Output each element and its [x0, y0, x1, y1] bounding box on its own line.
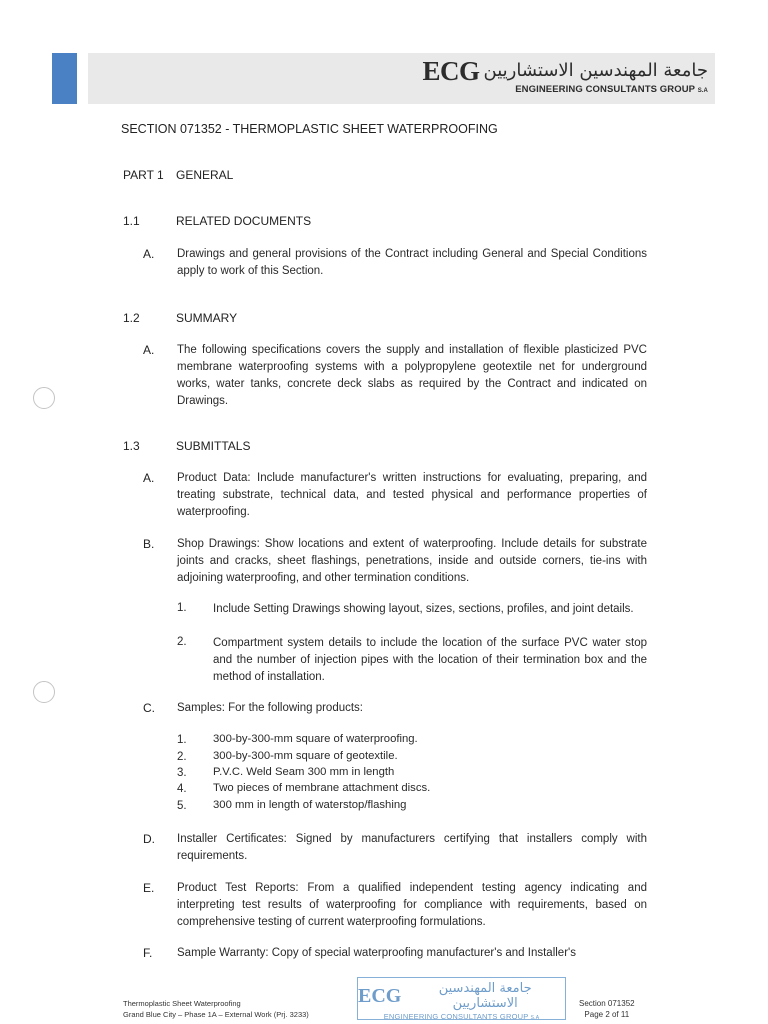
paragraph-text: Drawings and general provisions of the Contract including General and Special Conditions apply to work of this Section. [177, 248, 647, 277]
item-number: 2. [177, 636, 187, 648]
logo-sa: S.A [697, 88, 708, 94]
paragraph-letter: B. [143, 537, 155, 551]
item-text: Compartment system details to include the location of the surface PVC water stop and the number of injection pipes with the location of their termination box and the method of installation. [213, 637, 647, 683]
footer-document-info [123, 998, 309, 1020]
paragraph-text: Product Test Reports: From a qualified independent testing agency indicating and interpreting test results of waterproofing for compliance with requirements, based on comprehensive testing of current waterproofing formulations. [177, 882, 647, 928]
item-text: P.V.C. Weld Seam 300 mm in length [213, 766, 395, 778]
paragraph-letter: A. [143, 471, 155, 485]
paragraph-letter: F. [143, 946, 153, 960]
article-title: SUBMITTALS [176, 439, 251, 453]
item-text: Two pieces of membrane attachment discs. [213, 782, 431, 794]
paragraph-letter: C. [143, 701, 155, 715]
logo-arabic-name: جامعة المهندسين الاستشاريين [483, 60, 708, 81]
paragraph-letter: D. [143, 832, 155, 846]
item-number: 3. [177, 767, 187, 779]
paragraph-text: Installer Certificates: Signed by manufacturers certifying that installers comply with requirements. [177, 833, 647, 862]
footer-project-name: Grand Blue City – Phase 1A – External Work (Prj. 3233) [123, 1010, 309, 1019]
paragraph-text: Sample Warranty: Copy of special waterproofing manufacturer's and Installer's [177, 947, 576, 959]
binder-hole [33, 681, 55, 703]
item-number: 5. [177, 800, 187, 812]
paragraph-text: Samples: For the following products: [177, 702, 364, 714]
paragraph-letter: A. [143, 343, 155, 357]
item-number: 2. [177, 751, 187, 763]
item-text: 300-by-300-mm square of waterproofing. [213, 733, 418, 745]
logo-acronym: ECG [422, 56, 480, 86]
article-number: 1.3 [123, 439, 140, 453]
article-title: SUMMARY [176, 311, 238, 325]
binder-hole [33, 387, 55, 409]
part-name: GENERAL [176, 168, 234, 182]
stamp-sa: S.A [530, 1015, 540, 1021]
footer-page-number: Page 2 of 11 [584, 1010, 630, 1019]
paragraph-letter: E. [143, 881, 155, 895]
logo-company-name: ENGINEERING CONSULTANTS GROUP [515, 84, 695, 95]
item-number: 1. [177, 602, 187, 614]
paragraph-text: The following specifications covers the supply and installation of flexible plasticized PVC membrane waterproofing systems with a polypropylene geotextile net for underground works, water tanks, concrete deck slabs as required by the Contract and indicated on Drawings. [177, 344, 647, 407]
paragraph-text: Product Data: Include manufacturer's written instructions for evaluating, preparing, and treating substrate, technical data, and tested physical and performance properties of waterproofing. [177, 472, 647, 518]
stamp-arabic-name: جامعة المهندسين الاستشاريين [438, 981, 532, 1011]
article-title: RELATED DOCUMENTS [176, 214, 312, 228]
company-logo [423, 56, 709, 95]
part-number: PART 1 [123, 168, 164, 182]
paragraph-text: Shop Drawings: Show locations and extent of waterproofing. Include details for substrate joints and cracks, sheet flashings, penetrations, inside and outside corners, tie-ins with adjoining waterproofing, and other termination conditions. [177, 538, 647, 584]
item-text: 300 mm in length of waterstop/flashing [213, 799, 407, 811]
item-number: 1. [177, 734, 187, 746]
company-stamp [357, 977, 566, 1020]
stamp-company-name: ENGINEERING CONSULTANTS GROUP [383, 1012, 529, 1021]
part-heading [123, 168, 234, 182]
footer-section-number: Section 071352 [579, 999, 635, 1008]
footer-page-info [579, 998, 635, 1020]
paragraph-letter: A. [143, 247, 155, 261]
item-text: 300-by-300-mm square of geotextile. [213, 750, 398, 762]
article-number: 1.1 [123, 214, 140, 228]
stamp-acronym: ECG [358, 985, 402, 1007]
footer-document-title: Thermoplastic Sheet Waterproofing [123, 999, 241, 1008]
header-accent-tab [52, 53, 77, 104]
item-text: Include Setting Drawings showing layout, sizes, sections, profiles, and joint details. [213, 603, 634, 615]
item-number: 4. [177, 783, 187, 795]
article-number: 1.2 [123, 311, 140, 325]
section-title: SECTION 071352 - THERMOPLASTIC SHEET WATERPROOFING [121, 122, 498, 136]
